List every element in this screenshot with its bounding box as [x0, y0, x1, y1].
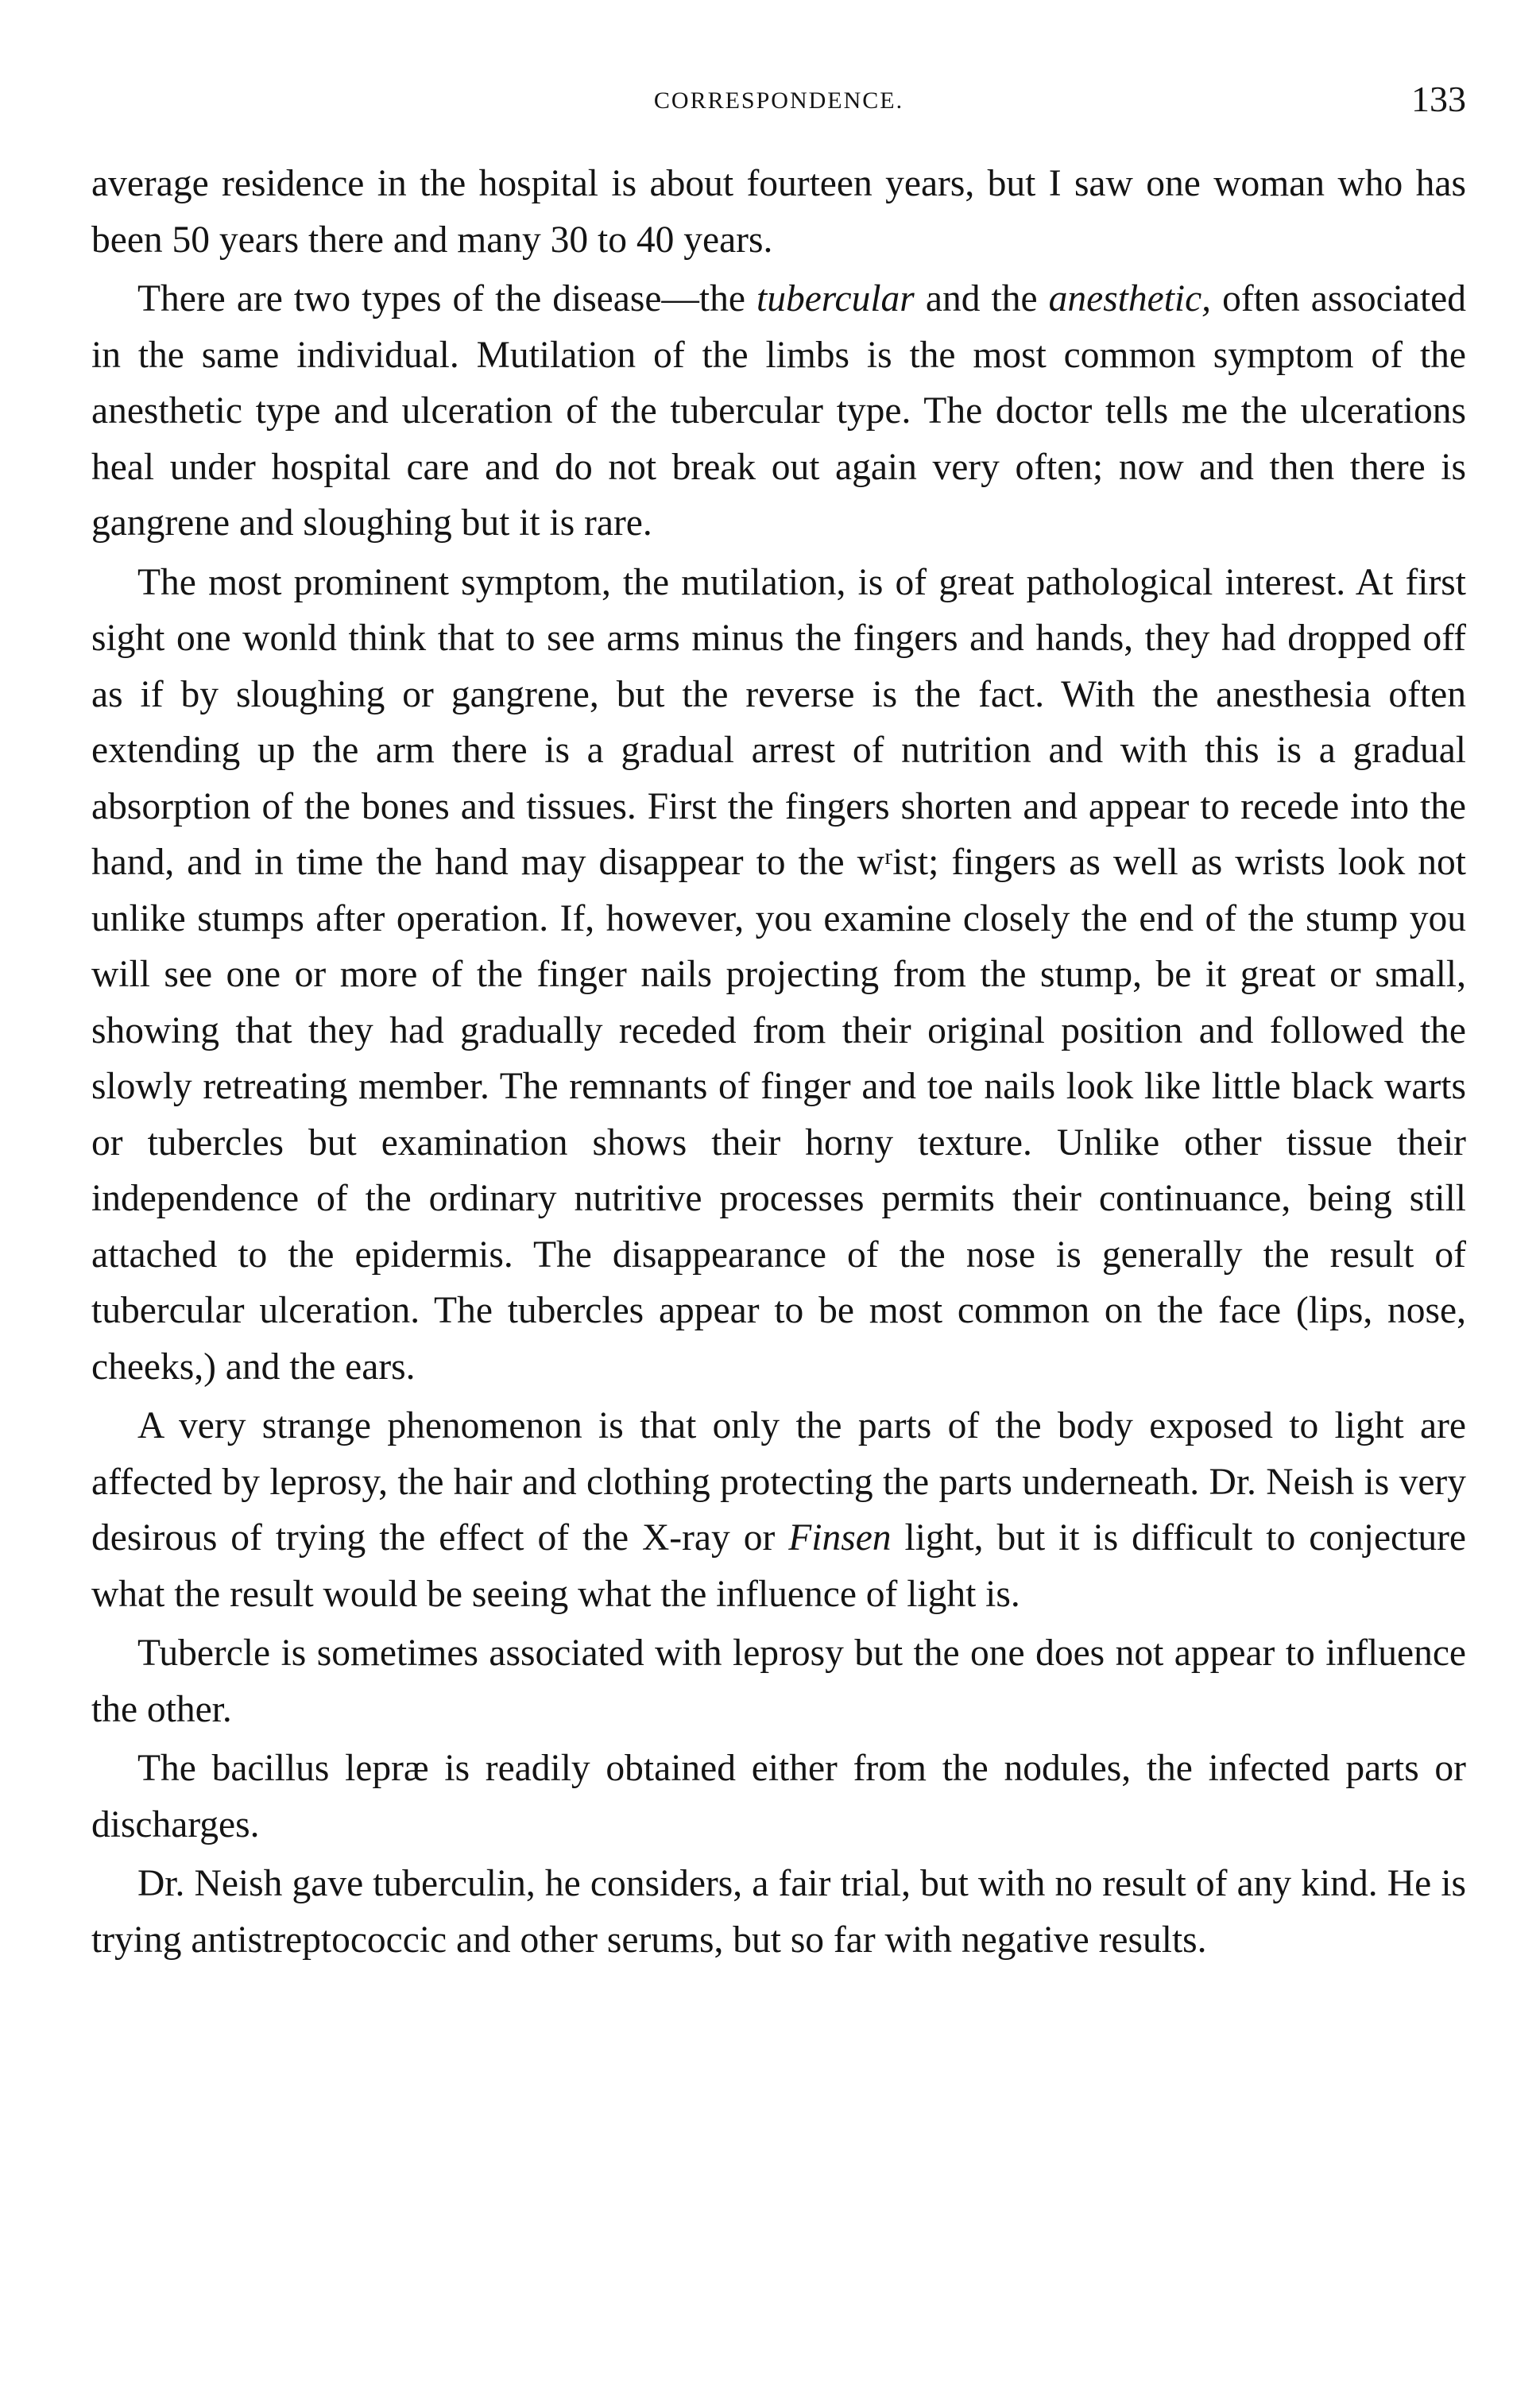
- body-text: [91, 156, 1466, 1971]
- text-segment: Tubercle is sometimes associated with leprosy but the one does not appear to influence the other.: [91, 1632, 1466, 1730]
- text-segment: and the: [914, 278, 1049, 319]
- paragraph-mutilation: [91, 555, 1466, 1396]
- paragraph-disease-types: [91, 271, 1466, 552]
- paragraph-light-exposure: [91, 1398, 1466, 1622]
- text-segment: The bacillus lepræ is readily obtained either from the nodules, the infected parts or discharges.: [91, 1748, 1466, 1845]
- paragraph-treatment: [91, 1856, 1466, 1968]
- paragraph-tubercle: [91, 1625, 1466, 1737]
- paragraph-bacillus: [91, 1741, 1466, 1853]
- text-segment: The most prominent symptom, the mutilation, is of great pathological interest. At first sight one wonld think that to see arms minus the fingers and hands, they had dropped off as if by sloughing or gangrene, but the reverse is the fact. With the anesthesia often extending up the arm there is a gradual arrest of nutrition and with this is a gradual absorption of the bones and tissues. First the fingers shorten and appear to recede into the hand, and in time the hand may disappear to the wʳist; fingers as well as wrists look not unlike stumps after operation. If, however, you examine closely the end of the stump you will see one or more of the finger nails projecting from the stump, be it great or small, showing that they had gradually receded from their original position and followed the slowly retreating member. The remnants of finger and toe nails look like little black warts or tubercles but examination shows their horny texture. Unlike other tissue their independence of the ordinary nutritive processes permits their continuance, being still attached to the epidermis. The disappearance of the nose is generally the result of tubercular ulceration. The tubercles appear to be most common on the face (lips, nose, cheeks,) and the ears.: [91, 561, 1466, 1388]
- text-segment: average residence in the hospital is about fourteen years, but I saw one woman who has been 50 years there and many 30 to 40 years.: [91, 163, 1466, 261]
- paragraph-hospital-residence: [91, 156, 1466, 268]
- text-segment: A very strange phenomenon is that only the parts of the body exposed to light are affected by leprosy, the hair and clothing protecting the parts underneath. Dr. Neish is very desirous of trying the effect of the X-ray or: [91, 1405, 1466, 1559]
- italic-term-tubercular: tubercular: [756, 278, 915, 319]
- page-number: 133: [1411, 79, 1466, 119]
- text-segment: There are two types of the disease—the: [137, 278, 757, 319]
- running-title: CORRESPONDENCE.: [653, 87, 904, 114]
- italic-term-anesthetic: anesthetic,: [1048, 278, 1212, 319]
- italic-term-finsen: Finsen: [788, 1517, 892, 1559]
- text-segment: Dr. Neish gave tuberculin, he considers, a fair trial, but with no result of any kind. He is trying antistreptococcic and other serums, but so far with negative results.: [91, 1863, 1466, 1961]
- text-segment: often associated in the same individual. Mutilation of the limbs is the most common symptom of the anesthetic type and ulceration of the tubercular type. The doctor tells me the ulcerations heal under hospital care and do not break out again very often; now and then there is gangrene and sloughing but it is rare.: [91, 278, 1466, 544]
- text-segment: light, but it is difficult to conjecture what the result would be seeing what the influence of light is.: [91, 1517, 1466, 1615]
- running-head: [91, 78, 1466, 126]
